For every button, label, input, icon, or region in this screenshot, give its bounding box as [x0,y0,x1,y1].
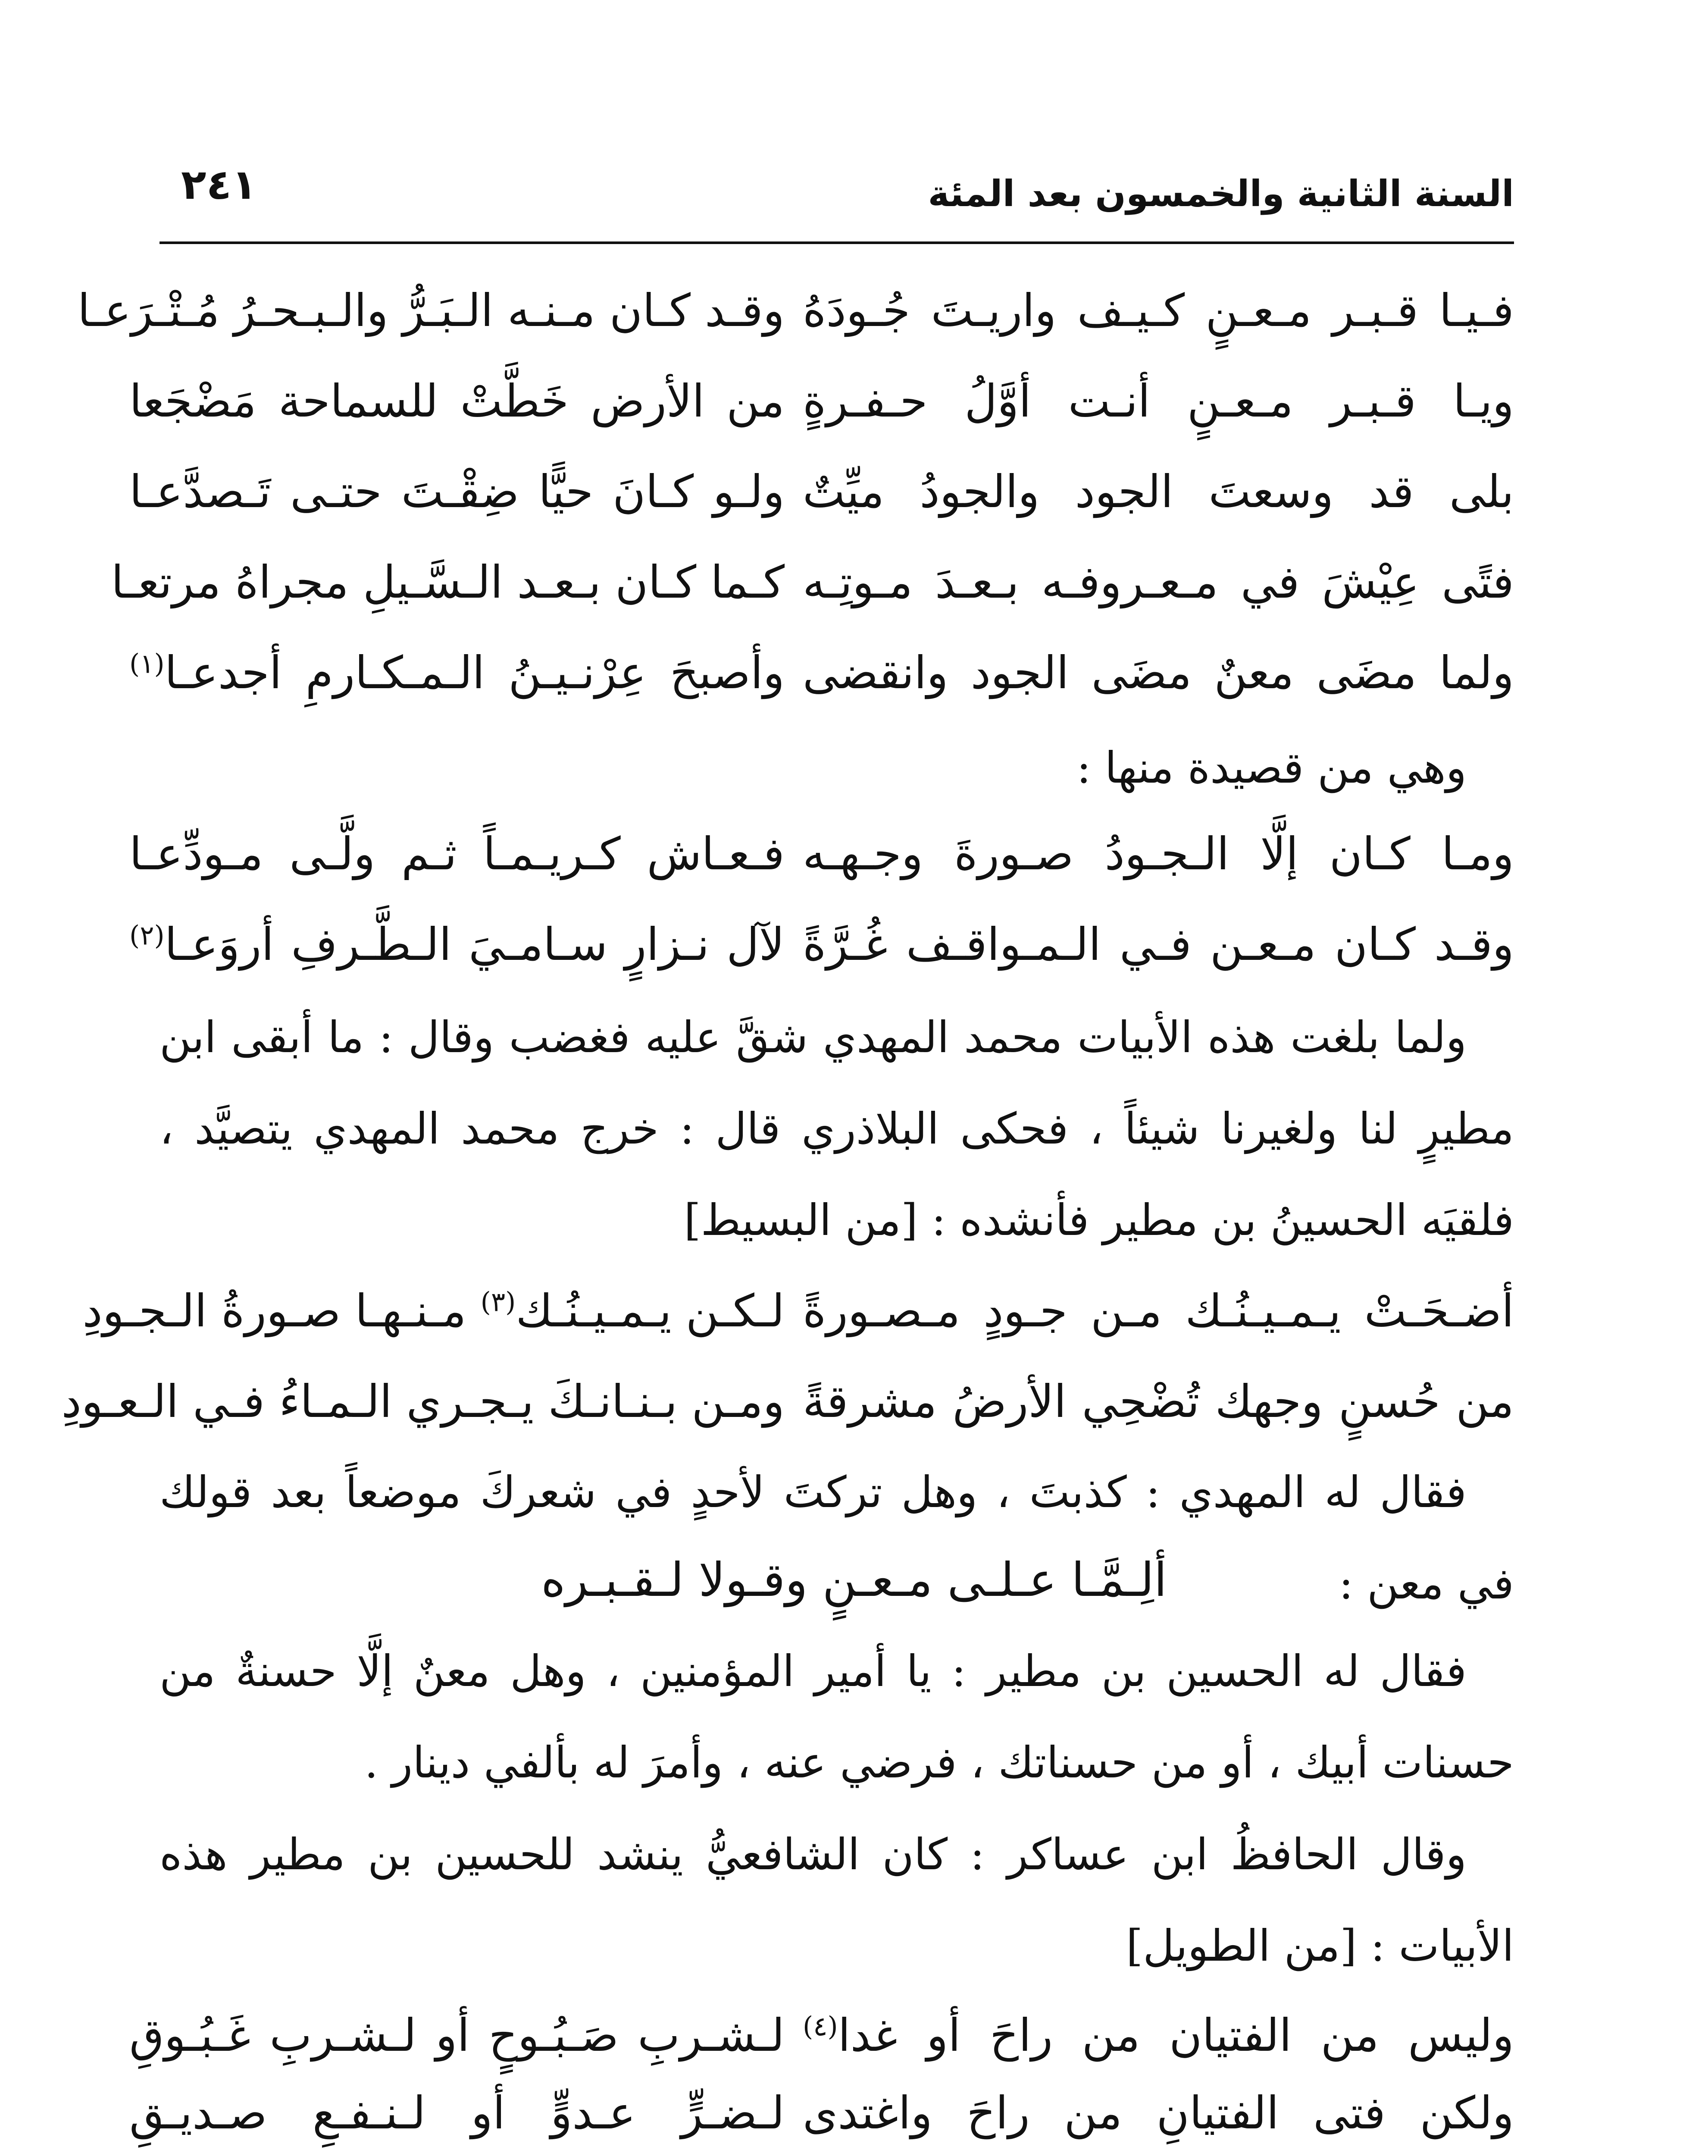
footnote-marker[interactable]: (٣) [480,1286,516,1318]
hemistich-text: وأصبحَ عِرْنـيـنُ الـمـكـارمِ أجدعـا [164,646,785,699]
verse-line [129,630,1514,716]
page-number: ٢٤١ [181,160,257,209]
verse-line [129,1992,1514,2078]
second-hemistich [129,630,785,716]
first-hemistich: من حُسنٍ وجهك تُضْحِي الأرضُ مشرقةً [803,1375,1514,1428]
first-hemistich: أضـحَـتْ يـمـيـنُـك مـن جـودٍ مـصـورةً [803,1285,1514,1337]
hemistich-text: لآل نـزارٍ سـامـيَ الـطَّـرفِ أروَعـا [164,918,785,971]
verse-line [77,267,1514,354]
first-hemistich [803,1992,1514,2078]
first-hemistich: فتًى عِيْشَ في مـعـروفـه بـعـدَ مـوتِـه [803,556,1514,608]
hemistich-text: مـنـهـا صـورةُ الـجـودِ [82,1285,481,1337]
paragraph: وقال الحافظُ ابن عساكر : كان الشافعيُّ ينشد للحسين بن مطير هذه الأبيات : [من الطويل] [160,1829,1514,1971]
first-hemistich: ولكن فتى الفتيانِ من راحَ واغتدى [803,2087,1514,2139]
second-hemistich: وقـد كـان مـنـه الـبَـرُّ والـبـحـرُ مُـتْـرَعـا [77,284,785,337]
running-title: السنة الثانية والخمسون بعد المئة [928,172,1514,215]
second-hemistich: ولـو كـانَ حيًّا ضِقْـتَ حتـى تَـصدَّعـا [129,465,785,518]
first-hemistich: ويـا قـبـر مـعـنٍ أنـت أوَّلُ حـفـرةٍ [803,375,1514,427]
second-hemistich [129,901,785,987]
footnote-marker[interactable]: (٤) [803,2010,838,2042]
verse-line [111,539,1514,625]
paragraph: فقال له الحسين بن مطير : يا أمير المؤمنين ، وهل معنٌ إلَّا حسنةٌ من حسنات أبيك ، أو من حسناتك ، فرضي عنه ، وأمرَ له بألفي دينار . [160,1646,1514,1788]
verse-line [129,2070,1514,2156]
first-hemistich: ولما مضَى معنٌ مضَى الجود وانقضى [803,646,1514,699]
second-hemistich [82,1268,785,1354]
footnote-marker[interactable]: (١) [129,648,165,680]
paragraph: فقال له المهدي : كذبتَ ، وهل تركتَ لأحدٍ في شعركَ موضعاً بعد قولك في معن : [160,1467,1514,1609]
paragraph: ولما بلغت هذه الأبيات محمد المهدي شقَّ عليه فغضب وقال : ما أبقى ابن مطيرٍ لنا ولغيرنا شيئاً ، فحكى البلاذري قال : خرج محمد المهدي يتصيَّد ، فلقيَه الحسينُ بن مطير فأنشده : [من البسيط] [160,1012,1514,1245]
second-hemistich: من الأرض خَطَّتْ للسماحة مَضْجَعا [129,375,785,427]
second-hemistich: فـعـاش كـريـمـاً ثـم ولَّـى مـودِّعـا [129,827,785,880]
first-hemistich: وقـد كـان مـعـن فـي الـمـواقـف غُـرَّةً [803,918,1514,971]
second-hemistich: كـما كـان بـعـد الـسَّـيلِ مجراهُ مرتعـا [111,556,785,608]
second-hemistich: لـضـرٍّ عـدوٍّ أو لـنـفـعِ صـديـقِ [129,2087,785,2139]
footnote-marker[interactable]: (٢) [129,919,165,951]
hemistich-text: لـكـن يـمـيـنُـك [516,1285,785,1337]
verse-line [129,358,1514,444]
second-hemistich: ومـن بـنـانـكَ يـجـري الـمـاءُ فـي الـعـودِ [61,1375,785,1428]
first-hemistich: ومـا كـان إلَّا الـجـودُ صـورةَ وجـهـه [803,827,1514,880]
quoted-hemistich: ألِـمَّـا عـلـى مـعـنٍ وقـولا لـقـبـره [541,1553,1167,1607]
header-rule [160,241,1514,244]
verse-line [129,901,1514,987]
intro-text: وهي من قصيدة منها : [1076,743,1467,793]
first-hemistich: بلى قد وسعتَ الجود والجودُ ميِّتٌ [803,465,1514,518]
second-hemistich: لـشـربِ صَـبُـوحٍ أو لـشـربِ غَـبُـوقِ [129,2009,785,2062]
first-hemistich: فـيـا قـبـر مـعـنٍ كـيـف واريـتَ جُـودَهُ [803,284,1514,337]
verse-line [129,448,1514,535]
verse-line [82,1268,1514,1354]
verse-line [129,811,1514,897]
verse-line [61,1358,1514,1445]
hemistich-text: وليس من الفتيان من راحَ أو غدا [838,2009,1514,2062]
